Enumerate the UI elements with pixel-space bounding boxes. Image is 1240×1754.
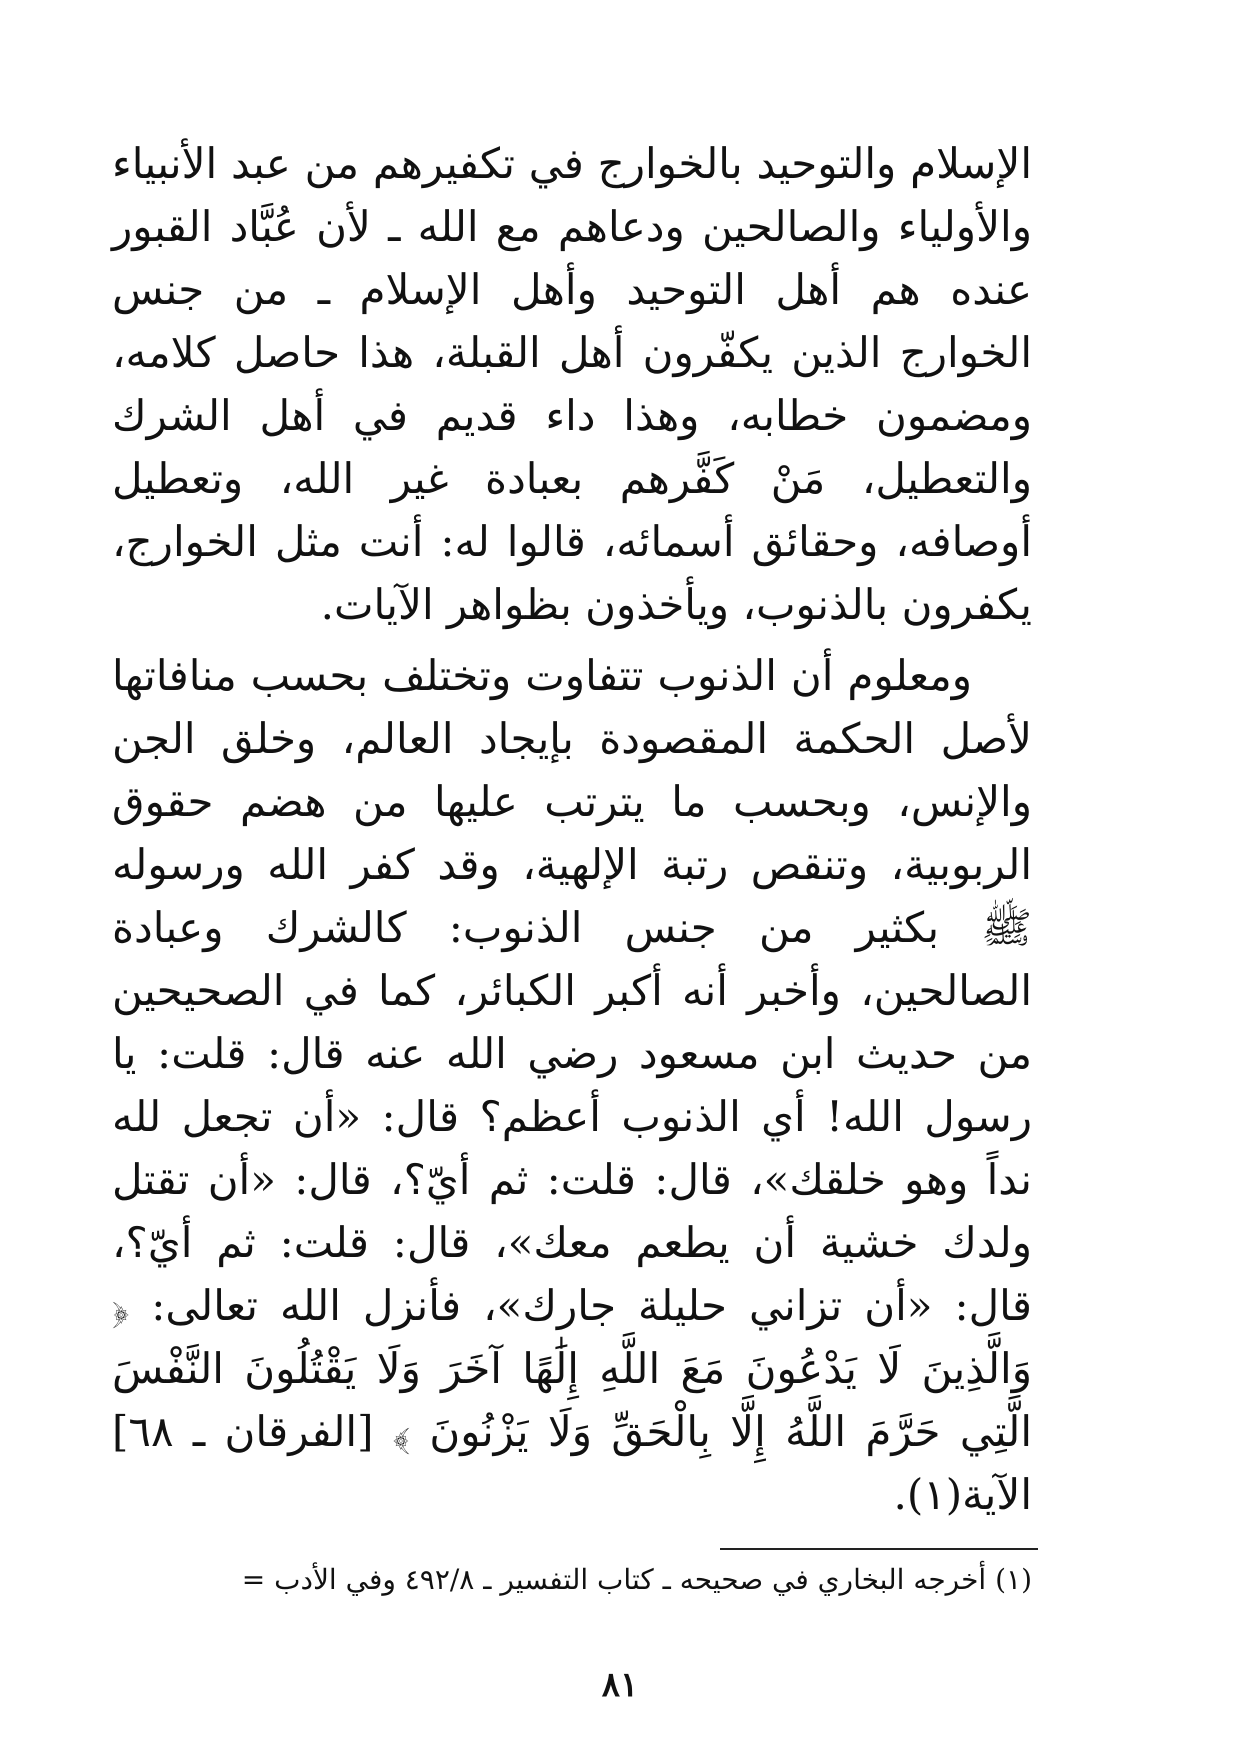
page-number: ٨١ (601, 1665, 639, 1705)
paragraph-2 (112, 644, 1032, 1526)
paragraph-1-text: الإسلام والتوحيد بالخوارج في تكفيرهم من عبد الأنبياء والأولياء والصالحين ودعاهم مع الله ـ لأن عُبَّاد القبور عنده هم أهل التوحيد وأهل الإسلام ـ من جنس الخوارج الذين يكفّرون أهل القبلة، هذا حاصل كلامه، ومضمون خطابه، وهذا داء قديم في أهل الشرك والتعطيل، مَنْ كَفَّرهم بعبادة غير الله، وتعطيل أوصافه، وحقائق أسمائه، قالوا له: أنت مثل الخوارج، يكفرون بالذنوب، ويأخذون بظواهر الآيات. (112, 139, 1032, 629)
paragraph-1 (112, 132, 1032, 636)
paragraph-2-text: ومعلوم أن الذنوب تتفاوت وتختلف بحسب منافاتها لأصل الحكمة المقصودة بإيجاد العالم، وخلق الجن والإنس، وبحسب ما يترتب عليها من هضم حقوق الربوبية، وتنقص رتبة الإلهية، وقد كفر الله ورسوله ﷺ بكثير من جنس الذنوب: كالشرك وعبادة الصالحين، وأخبر أنه أكبر الكبائر، كما في الصحيحين من حديث ابن مسعود رضي الله عنه قال: قلت: يا رسول الله! أي الذنوب أعظم؟ قال: «أن تجعل لله نداً وهو خلقك»، قال: قلت: ثم أيّ؟، قال: «أن تقتل ولدك خشية أن يطعم معك»، قال: قلت: ثم أيّ؟، قال: «أن تزاني حليلة جارك»، فأنزل الله تعالى: ﴿ وَالَّذِينَ لَا يَدْعُونَ مَعَ اللَّهِ إِلَٰهًا آخَرَ وَلَا يَقْتُلُونَ النَّفْسَ الَّتِي حَرَّمَ اللَّهُ إِلَّا بِالْحَقِّ وَلَا يَزْنُونَ ﴾ [الفرقان ـ ٦٨] الآية(١). (112, 651, 1032, 1519)
footnote: (١) أخرجه البخاري في صحيحه ـ كتاب التفسير ـ ٤٩٢/٨ وفي الأدب = (241, 1563, 1032, 1596)
footnote-separator (720, 1548, 1038, 1550)
